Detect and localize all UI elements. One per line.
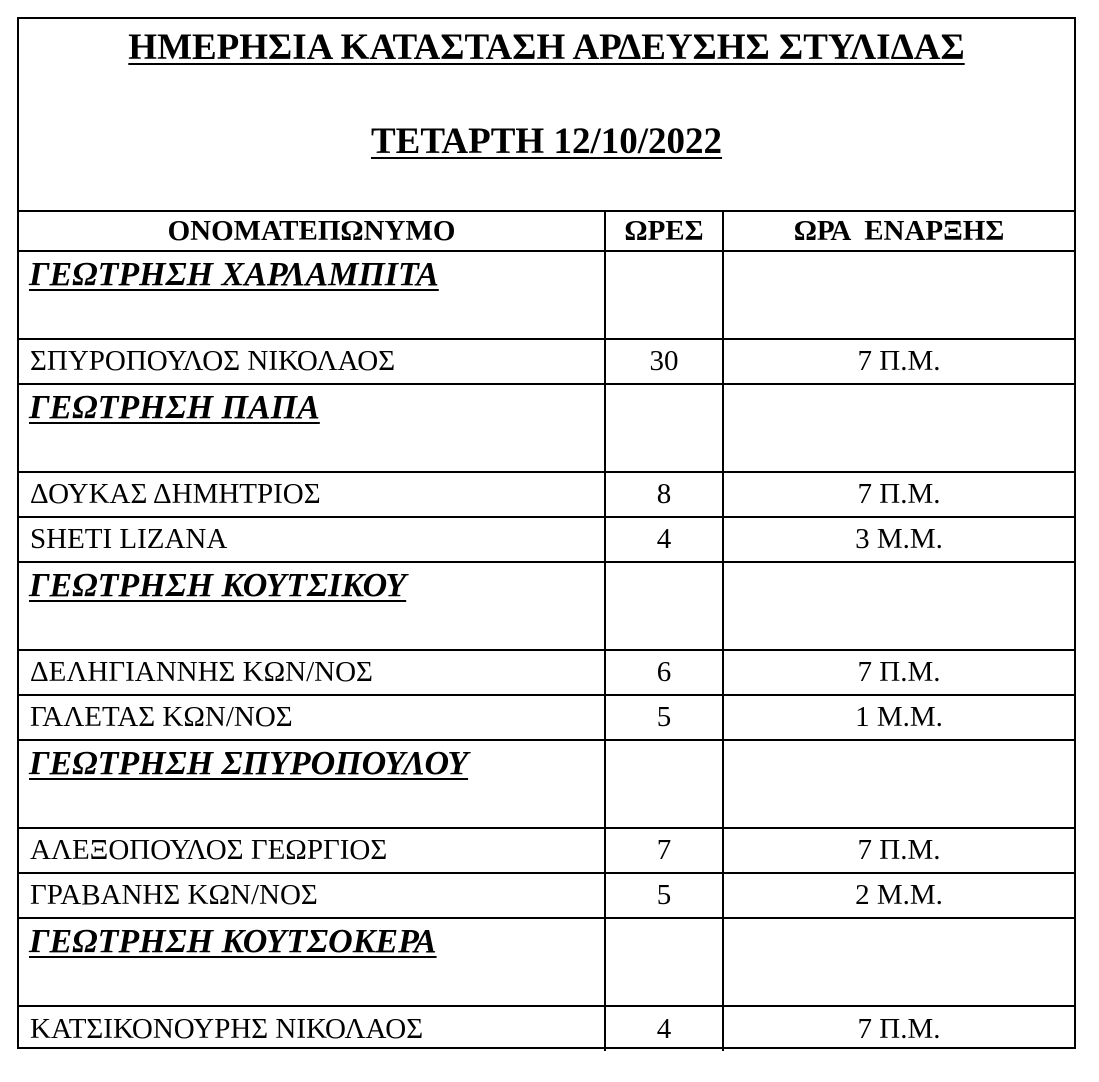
worker-start-time: 7 Π.Μ. xyxy=(723,339,1074,384)
site-name: ΓΕΩΤΡΗΣΗ ΠΑΠΑ xyxy=(29,389,320,426)
worker-hours: 4 xyxy=(605,517,723,562)
site-hours-empty-cell xyxy=(605,384,723,472)
title-block xyxy=(19,19,1074,212)
site-start-empty-cell xyxy=(723,384,1074,472)
worker-hours: 7 xyxy=(605,828,723,873)
worker-row xyxy=(19,472,1074,517)
worker-row xyxy=(19,650,1074,695)
site-row xyxy=(19,251,1074,339)
worker-name: ΑΛΕΞΟΠΟΥΛΟΣ ΓΕΩΡΓΙΟΣ xyxy=(19,828,605,873)
site-name: ΓΕΩΤΡΗΣΗ ΚΟΥΤΣΟΚΕΡΑ xyxy=(29,923,437,960)
worker-start-time: 7 Π.Μ. xyxy=(723,1006,1074,1051)
site-start-empty-cell xyxy=(723,918,1074,1006)
worker-row xyxy=(19,873,1074,918)
worker-hours: 6 xyxy=(605,650,723,695)
site-name-cell xyxy=(19,918,605,1006)
worker-row xyxy=(19,1006,1074,1051)
site-name-cell xyxy=(19,251,605,339)
worker-hours: 5 xyxy=(605,873,723,918)
worker-name: ΓΑΛΕΤΑΣ ΚΩΝ/ΝΟΣ xyxy=(19,695,605,740)
site-name-cell xyxy=(19,384,605,472)
column-header-name: ΟΝΟΜΑΤΕΠΩΝΥΜΟ xyxy=(19,211,605,251)
site-start-empty-cell xyxy=(723,562,1074,650)
worker-hours: 30 xyxy=(605,339,723,384)
document-title: ΗΜΕΡΗΣΙΑ ΚΑΤΑΣΤΑΣΗ ΑΡΔΕΥΣΗΣ ΣΤΥΛΙΔΑΣ xyxy=(128,27,965,68)
site-start-empty-cell xyxy=(723,251,1074,339)
worker-start-time: 7 Π.Μ. xyxy=(723,828,1074,873)
site-hours-empty-cell xyxy=(605,562,723,650)
column-header-start-time: ΩΡΑ ΕΝΑΡΞΗΣ xyxy=(723,211,1074,251)
worker-hours: 4 xyxy=(605,1006,723,1051)
document-date: ΤΕΤΑΡΤΗ 12/10/2022 xyxy=(370,121,723,162)
worker-start-time: 7 Π.Μ. xyxy=(723,472,1074,517)
worker-row xyxy=(19,517,1074,562)
site-name-cell xyxy=(19,740,605,828)
column-header-hours: ΩΡΕΣ xyxy=(605,211,723,251)
site-row xyxy=(19,562,1074,650)
worker-name: ΓΡΑΒΑΝΗΣ ΚΩΝ/ΝΟΣ xyxy=(19,873,605,918)
worker-hours: 8 xyxy=(605,472,723,517)
worker-hours: 5 xyxy=(605,695,723,740)
site-row xyxy=(19,740,1074,828)
site-hours-empty-cell xyxy=(605,251,723,339)
site-start-empty-cell xyxy=(723,740,1074,828)
site-row xyxy=(19,384,1074,472)
site-name: ΓΕΩΤΡΗΣΗ ΧΑΡΛΑΜΠΙΤΑ xyxy=(29,256,439,293)
worker-name: ΔΟΥΚΑΣ ΔΗΜΗΤΡΙΟΣ xyxy=(19,472,605,517)
worker-name: ΔΕΛΗΓΙΑΝΝΗΣ ΚΩΝ/ΝΟΣ xyxy=(19,650,605,695)
document-sheet xyxy=(17,17,1076,1049)
worker-name: ΚΑΤΣΙΚΟΝΟΥΡΗΣ ΝΙΚΟΛΑΟΣ xyxy=(19,1006,605,1051)
worker-start-time: 1 Μ.Μ. xyxy=(723,695,1074,740)
worker-row xyxy=(19,339,1074,384)
site-hours-empty-cell xyxy=(605,740,723,828)
site-hours-empty-cell xyxy=(605,918,723,1006)
table-header-row xyxy=(19,211,1074,251)
worker-name: ΣΠΥΡΟΠΟΥΛΟΣ ΝΙΚΟΛΑΟΣ xyxy=(19,339,605,384)
site-name: ΓΕΩΤΡΗΣΗ ΚΟΥΤΣΙΚΟΥ xyxy=(29,567,407,604)
site-row xyxy=(19,918,1074,1006)
worker-start-time: 3 Μ.Μ. xyxy=(723,517,1074,562)
worker-start-time: 7 Π.Μ. xyxy=(723,650,1074,695)
site-name-cell xyxy=(19,562,605,650)
table-body xyxy=(19,211,1074,1051)
site-name: ΓΕΩΤΡΗΣΗ ΣΠΥΡΟΠΟΥΛΟΥ xyxy=(29,745,469,782)
worker-start-time: 2 Μ.Μ. xyxy=(723,873,1074,918)
worker-row xyxy=(19,828,1074,873)
worker-name: SHETI LIZANA xyxy=(19,517,605,562)
worker-row xyxy=(19,695,1074,740)
irrigation-table xyxy=(19,210,1074,1051)
